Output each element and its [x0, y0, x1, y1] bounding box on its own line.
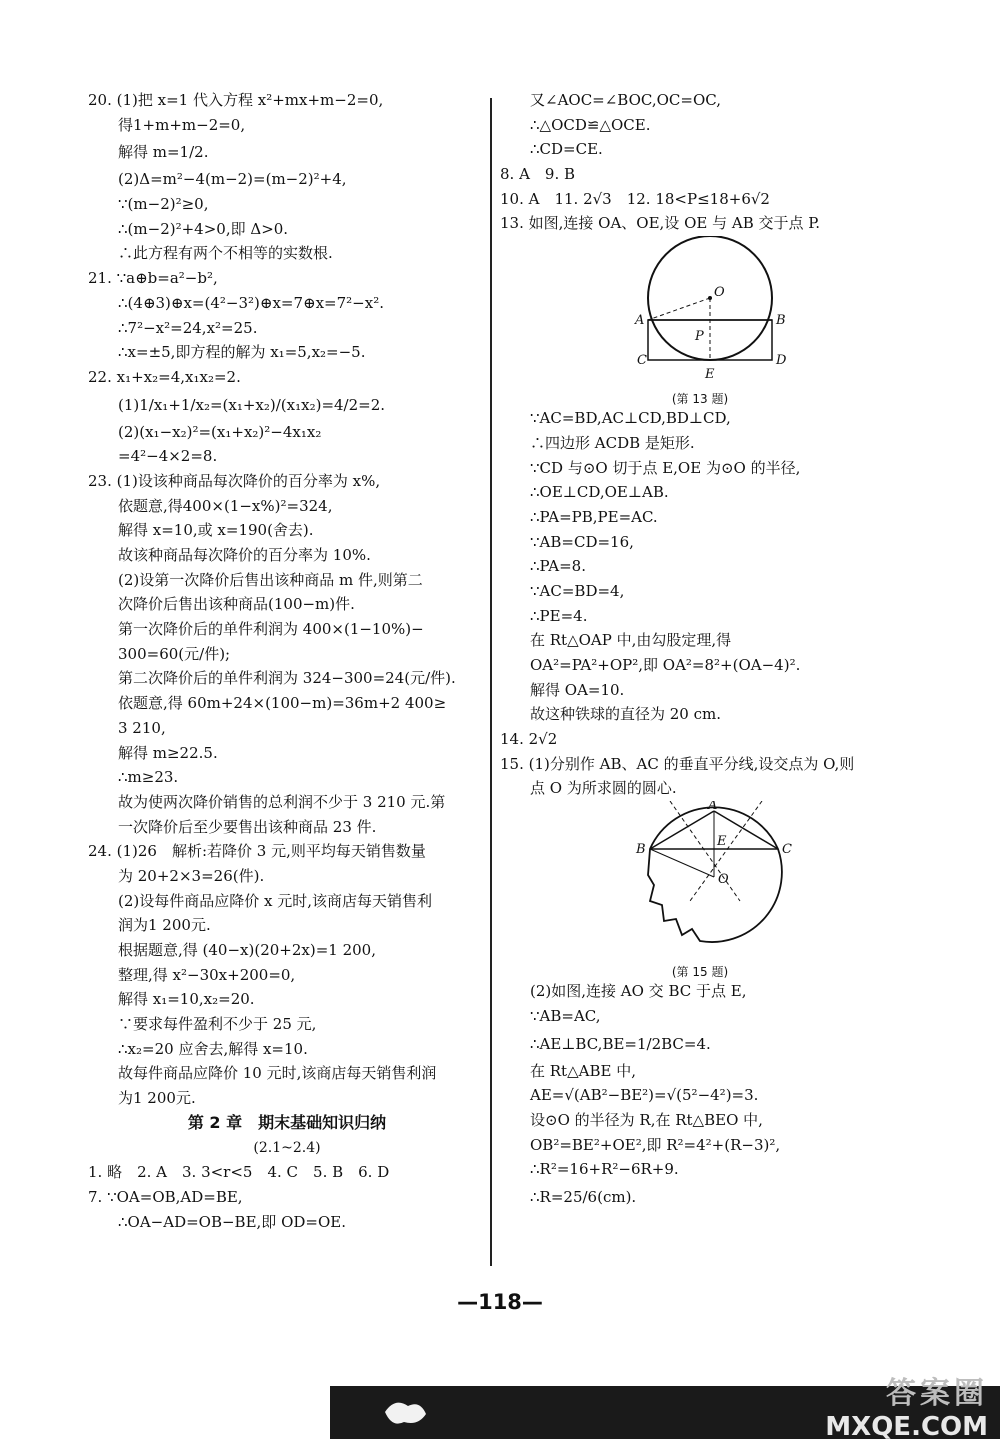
text-line: ∵AC=BD=4,: [530, 581, 625, 600]
text-line: 23. (1)设该种商品每次降价的百分率为 x%,: [88, 471, 381, 490]
watermark-top: 答案圈: [886, 1376, 988, 1411]
text-line: 解得 x₁=10,x₂=20.: [118, 990, 255, 1009]
right-mid-block: [500, 406, 900, 801]
text-line: ∴m≥23.: [118, 768, 179, 787]
text-line: 10. A 11. 2√3 12. 18<P≤18+6√2: [500, 189, 770, 208]
text-line: ∴x₂=20 应舍去,解得 x=10.: [118, 1039, 308, 1058]
text-line: (1)1/x₁+1/x₂=(x₁+x₂)/(x₁x₂)=4/2=2.: [118, 395, 386, 414]
text-line: 整理,得 x²−30x+200=0,: [118, 965, 296, 984]
text-line: 8. A 9. B: [500, 165, 576, 184]
text-line: ∵(m−2)²≥0,: [118, 195, 209, 214]
text-line: 15. (1)分别作 AB、AC 的垂直平分线,设交点为 O,则: [500, 754, 855, 773]
text-line: 润为1 200元.: [118, 916, 211, 935]
text-line: 解得 m≥22.5.: [118, 743, 218, 762]
text-line: 第 2 章 期末基础知识归纳: [187, 1112, 387, 1132]
text-line: 24. (1)26 解析:若降价 3 元,则平均每天销售数量: [88, 842, 426, 861]
text-line: 在 Rt△ABE 中,: [530, 1061, 636, 1080]
watermark-bottom: MXQE.COM: [825, 1412, 988, 1442]
text-line: 21. ∵a⊕b=a²−b²,: [88, 269, 218, 288]
figure-13-diagram: [500, 236, 900, 386]
text-line: 第二次降价后的单件利润为 324−300=24(元/件).: [118, 669, 456, 688]
text-line: ∴(m−2)²+4>0,即 Δ>0.: [118, 219, 289, 238]
text-line: =4²−4×2=8.: [118, 447, 218, 466]
text-line: ∴△OCD≌△OCE.: [530, 115, 651, 134]
text-line: 点 O 为所求圆的圆心.: [530, 779, 677, 798]
fig15-label-A: A: [708, 801, 718, 814]
text-line: 故这种铁球的直径为 20 cm.: [530, 705, 722, 724]
text-line: ∴(4⊕3)⊕x=(4²−3²)⊕x=7⊕x=7²−x².: [118, 293, 384, 312]
text-line: 22. x₁+x₂=4,x₁x₂=2.: [88, 367, 241, 386]
fig13-label-D: D: [776, 353, 787, 369]
text-line: 3 210,: [118, 718, 166, 737]
text-line: (2)如图,连接 AO 交 BC 于点 E,: [530, 982, 747, 1001]
text-line: (2)(x₁−x₂)²=(x₁+x₂)²−4x₁x₂: [118, 422, 322, 441]
fig15-label-B: B: [636, 842, 646, 858]
text-line: ∴PA=PB,PE=AC.: [530, 507, 658, 526]
text-line: 得1+m+m−2=0,: [118, 115, 246, 134]
text-line: ∴PA=8.: [530, 557, 586, 576]
text-line: ∵CD 与⊙O 切于点 E,OE 为⊙O 的半径,: [530, 458, 801, 477]
text-line: 故该种商品每次降价的百分率为 10%.: [118, 546, 371, 564]
fig15-label-O: O: [718, 872, 729, 888]
fig13-label-E: E: [705, 367, 715, 383]
text-line: ∴OA−AD=OB−BE,即 OD=OE.: [118, 1212, 346, 1231]
text-line: OA²=PA²+OP²,即 OA²=8²+(OA−4)².: [530, 656, 801, 674]
text-line: 为 20+2×3=26(件).: [118, 866, 265, 885]
figure-13-caption: (第 13 题): [671, 392, 729, 407]
column-divider: [490, 98, 492, 1266]
text-line: ∵要求每件盈利不少于 25 元,: [118, 1015, 317, 1034]
scan-artifact: [380, 1392, 440, 1432]
text-line: 设⊙O 的半径为 R,在 Rt△BEO 中,: [530, 1110, 763, 1129]
text-line: 在 Rt△OAP 中,由勾股定理,得: [530, 631, 732, 650]
fig15-broken-circle: [648, 807, 782, 942]
text-line: ∴四边形 ACDB 是矩形.: [530, 433, 695, 452]
text-line: ∴x=±5,即方程的解为 x₁=5,x₂=−5.: [118, 343, 366, 362]
text-line: ∴CD=CE.: [530, 140, 603, 159]
text-line: ∵AB=CD=16,: [530, 532, 634, 551]
text-line: ∴OE⊥CD,OE⊥AB.: [530, 483, 669, 502]
left-column: [88, 88, 486, 1234]
text-line: 解得 m=1/2.: [118, 143, 209, 162]
text-line: ∴此方程有两个不相等的实数根.: [118, 244, 333, 263]
text-line: 20. (1)把 x=1 代入方程 x²+mx+m−2=0,: [88, 91, 384, 109]
text-line: ∵AC=BD,AC⊥CD,BD⊥CD,: [530, 409, 731, 428]
text-line: ∴PE=4.: [530, 606, 588, 625]
fig15-label-E: E: [717, 834, 727, 850]
text-line: 故每件商品应降价 10 元时,该商店每天销售利润: [118, 1064, 437, 1083]
fig13-label-O: O: [714, 285, 725, 301]
fig15-label-C: C: [782, 842, 792, 858]
fig13-oa: [648, 298, 710, 320]
text-line: (2)设每件商品应降价 x 元时,该商店每天销售利: [118, 891, 433, 910]
page-number: —118—: [457, 1290, 543, 1314]
text-line: (2.1~2.4): [253, 1139, 321, 1156]
text-line: ∵AB=AC,: [530, 1006, 601, 1025]
text-line: 次降价后售出该种商品(100−m)件.: [118, 595, 355, 614]
figure-13: [500, 236, 900, 406]
text-line: ∴R²=16+R²−6R+9.: [530, 1160, 679, 1179]
text-line: OB²=BE²+OE²,即 R²=4²+(R−3)²,: [530, 1135, 781, 1154]
text-line: (2)设第一次降价后售出该种商品 m 件,则第二: [118, 570, 423, 589]
text-line: 又∠AOC=∠BOC,OC=OC,: [530, 91, 721, 109]
text-line: 1. 略 2. A 3. 3<r<5 4. C 5. B 6. D: [88, 1163, 390, 1182]
fig13-label-B: B: [776, 313, 786, 329]
text-line: 第一次降价后的单件利润为 400×(1−10%)−: [118, 620, 424, 639]
figure-15-caption: (第 15 题): [671, 965, 729, 980]
text-line: 一次降价后至少要售出该种商品 23 件.: [118, 817, 377, 836]
text-line: 13. 如图,连接 OA、OE,设 OE 与 AB 交于点 P.: [500, 214, 821, 233]
text-line: 故为使两次降价销售的总利润不少于 3 210 元.第: [118, 792, 446, 811]
text-line: 为1 200元.: [118, 1089, 196, 1108]
right-bottom-block: [500, 979, 900, 1212]
fig13-label-P: P: [695, 329, 704, 345]
text-line: 解得 OA=10.: [530, 680, 625, 699]
text-line: ∴AE⊥BC,BE=1/2BC=4.: [530, 1034, 711, 1053]
text-line: ∴R=25/6(cm).: [530, 1187, 637, 1206]
text-line: (2)Δ=m²−4(m−2)=(m−2)²+4,: [118, 170, 347, 189]
text-line: 根据题意,得 (40−x)(20+2x)=1 200,: [118, 941, 376, 959]
right-column: [500, 88, 900, 1212]
text-line: 300=60(元/件);: [118, 644, 231, 663]
text-line: 依题意,得400×(1−x%)²=324,: [118, 496, 333, 515]
text-line: ∴7²−x²=24,x²=25.: [118, 318, 258, 337]
fig13-label-C: C: [637, 353, 647, 369]
figure-15: [500, 801, 900, 979]
fig13-label-A: A: [635, 313, 645, 329]
text-line: 7. ∵OA=OB,AD=BE,: [88, 1187, 243, 1206]
right-top-block: [500, 88, 900, 236]
figure-15-diagram: [500, 801, 900, 959]
text-line: AE=√(AB²−BE²)=√(5²−4²)=3.: [530, 1086, 759, 1105]
text-line: 14. 2√2: [500, 730, 558, 749]
watermark-logo: [825, 1368, 988, 1442]
text-line: 依题意,得 60m+24×(100−m)=36m+2 400≥: [118, 694, 447, 713]
text-line: 解得 x=10,或 x=190(舍去).: [118, 521, 314, 540]
